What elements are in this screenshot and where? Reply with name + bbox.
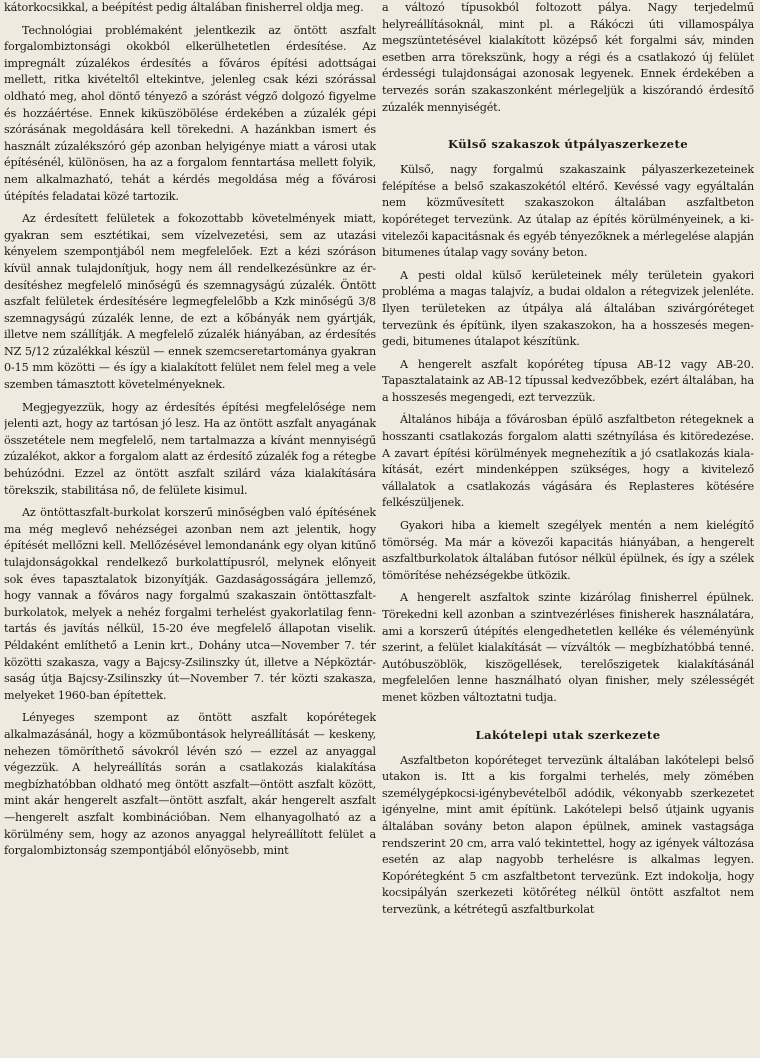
paragraph: Külső, nagy forgalmú szakaszaink pályaszerkezeteinek felépítése a belső szakaszokétól eltérő. Kevéssé vagy egyáltalán nem közművesített szakaszokon általában aszfaltbeton kopóréteget tervezünk. Az útalap az építés körülményeinek, a kivitelezői kapacitásnak és egyéb tényezőknek a mérlegelése alapján bitumenes útalap vagy sovány beton. bbox=[382, 163, 754, 260]
paragraph: Gyakori hiba a kiemelt szegélyek mentén a nem kielégítő tömörség. Ma már a kövezői kapacitás hiányában, a hengerelt aszfaltburkolatok általában futósor nélkül épülnek, és így a szélek tömörítése nehézségekbe ütközik. bbox=[382, 519, 754, 582]
paragraph: Megjegyezzük, hogy az érdesítés építési megfelelősége nem jelenti azt, hogy az tartósan jó lesz. Ha az öntött aszfalt anyagának összetétele nem megfelelő, nem tartalmazza a kívánt mennyiségű zúzalékot, akkor a forgalom alatt az érdesítő zúzalék fog a rétegbe behúzódni. Ezzel az öntött aszfalt szilárd váza kialakítására törekszik, stabilitása nő, de felülete kisimul. bbox=[4, 400, 376, 497]
section-heading-outer-roads: Külső szakaszok útpályaszerkezete bbox=[448, 137, 688, 152]
paragraph: A pesti oldal külső kerületeinek mély területein gyakori probléma a magas talajvíz, a budai oldalon a rétegvizek jelenléte. Ilyen területeken az útpálya alá általában szivárgóréteget tervezünk és építünk, ilyen szakaszokon, ha a hosszesés megengedi, bitumenes útalapot készítünk. bbox=[382, 268, 754, 349]
paragraph: Lényeges szempont az öntött aszfalt kopórétegek alkalmazásánál, hogy a közműbontások helyreállítását — keskeny, nehezen tömöríthető sávokról lévén szó — ezzel az anyaggal végezzük. A helyreállítás során a csatlakozás kialakítása megbízhatóbban oldható meg öntött aszfalt—öntött aszfalt között, mint akár hengerelt aszfalt—öntött aszfalt, akár hengerelt aszfalt—hengerelt aszfalt kombinációban. Nem elhanyagolható az a körülmény sem, hogy az azonos anyaggal helyreállított felület a forgalombiztonság szempontjából előnyösebb, mint bbox=[4, 711, 376, 858]
paragraph: Az érdesített felületek a fokozottabb követelmények miatt, gyakran sem esztétikai, sem vízelvezetési, sem az utazási kényelem szempontjából nem megfelelőek. Ezt a kézi szóráson kívül annak tulajdonítjuk, hogy nem áll rendelkezésünkre az érdesítéshez megfelelő minőségű és szemnagyságú zúzalék. Öntött aszfalt felületek érdesítésére legmegfelelőbb a Kzk minőségű 3/8 szemnagyságú zúzalék lenne, de ezt a kőbányák nem gyártják, illetve nem szállítják. A megfelelő zúzalék hiányában, az érdesítés NZ 5/12 zúzalékkal készül — ennek szemcseretartománya gyakran 0-15 mm közötti — és így a kialakított felület nem felel meg a vele szemben támasztott követelményeknek. bbox=[4, 212, 376, 392]
paragraph: Általános hibája a fővárosban épülő aszfaltbeton rétegeknek a hosszanti csatlakozás forgalom alatti szétnyílása és kitöredezése. A zavart építési körülmények megnehezítik a jó csatlakozás kialakítását, ezért mindenképpen szükséges, hogy a kivitelező vállalatok a csatlakozás vágására és Replasteres kötésére felkészüljenek. bbox=[382, 413, 754, 510]
paragraph: kátorkocsikkal, a beépítést pedig általában finisherrel oldja meg. bbox=[4, 1, 364, 14]
paragraph: A hengerelt aszfalt kopóréteg típusa AB-12 vagy AB-20. Tapasztalataink az AB-12 típussal kedvezőbbek, ezért általában, ha a hosszesés megengedi, ezt tervezzük. bbox=[382, 357, 754, 404]
paragraph: Az öntöttaszfalt-burkolat korszerű minőségben való építésének ma még meglevő nehézségei azonban nem azt jelentik, hogy építését mellőzni kell. Mellőzésével lemondanánk egy olyan kitűnő tulajdonságokkal rendelkező burkolattípusról, melynek előnyeit sok éves tapasztalatok bizonyítják. Gazdaságosságára jellemző, hogy vannak a főváros nagy forgalmú szakaszain öntöttaszfalt-burkolatok, melyek a nehéz forgalmi terhelést gyakorlatilag fenntartás és javítás nélkül, 15-20 éve megfelelő állapotan viselik. Példaként említhető a Lenin krt., Dohány utca—November 7. tér közötti szakasza, vagy a Bajcsy-Zsilinszky út, illetve a Népköztársaság útja Bajcsy-Zsilinszky út—November 7. tér közti szakasza, melyeket 1960-ban építettek. bbox=[4, 506, 376, 702]
right-column bbox=[382, 0, 754, 1058]
left-column bbox=[4, 0, 376, 1058]
paragraph: Technológiai problémaként jelentkezik az öntött aszfalt forgalombiztonsági okokból elkerülhetetlen érdesítése. Az impregnált zúzalékos érdesítés a főváros építési adottságai mellett, ritka kivételtől eltekintve, jelenleg csak kézi szórással oldható meg, ahol döntő tényező a szórást végző dolgozó figyelme és hozzáértése. Ennek kiküszöbölése érdekében a zúzalék gépi szórásának megoldására kell törekedni. A hazánkban ismert és használt zúzalékszóró gép azonban helyigénye miatt a városi utak építésénél, különösen, ha az a forgalom fenntartása mellett folyik, nem alkalmazható, tehát a kérdés megoldása még a fővárosi útépítés feladatai közé tartozik. bbox=[4, 23, 376, 203]
paragraph: a változó típusokból foltozott pálya. Nagy terjedelmű helyreállításoknál, mint pl. a Rákóczi úti villamospálya megszüntetésével kialakított középső két forgalmi sáv, minden esetben arra törekszünk, hogy a régi és a csatlakozó új felület érdességi tulajdonságai azonosak legyenek. Ennek érdekében a tervezés során szakaszonként mérlegeljük a kiszórandó érdesítő zúzalék mennyiségét. bbox=[382, 1, 754, 114]
section-heading-housing-estate-roads: Lakótelepi utak szerkezete bbox=[475, 727, 661, 742]
paragraph: Aszfaltbeton kopóréteget tervezünk általában lakótelepi belső utakon is. Itt a kis forgalmi terhelés, mely zömében személygépkocsi-igénybevételből adódik, vékonyabb szerkezetet igényelne, mint amit építünk. Lakótelepi belső útjaink ugyanis általában sovány beton alapon épülnek, aminek vastagsága rendszerint 20 cm, arra való tekintettel, hogy az igények változása esetén az alap nagyobb terhelésre is alkalmas legyen. Kopórétegként 5 cm aszfaltbetont tervezünk. Ezt indokolja, hogy kocsipályán szerkezeti kötőréteg nélkül öntött aszfaltot nem tervezünk, a kétrétegű aszfaltburkolat bbox=[382, 753, 754, 916]
paragraph: A hengerelt aszfaltok szinte kizárólag finisherrel épülnek. Törekedni kell azonban a szintvezérléses finisherek használatára, ami a korszerű útépítés elengedhetetlen kelléke és véleményünk szerint, a felület kialakítását — vízváltók — megbízhatóbbá tenné. Autóbuszöblök, kiszögellések, terelőszigetek kialakításánál megfelelően lenne használható olyan finisher, mely szélességét menet közben változtatni tudja. bbox=[382, 591, 754, 704]
